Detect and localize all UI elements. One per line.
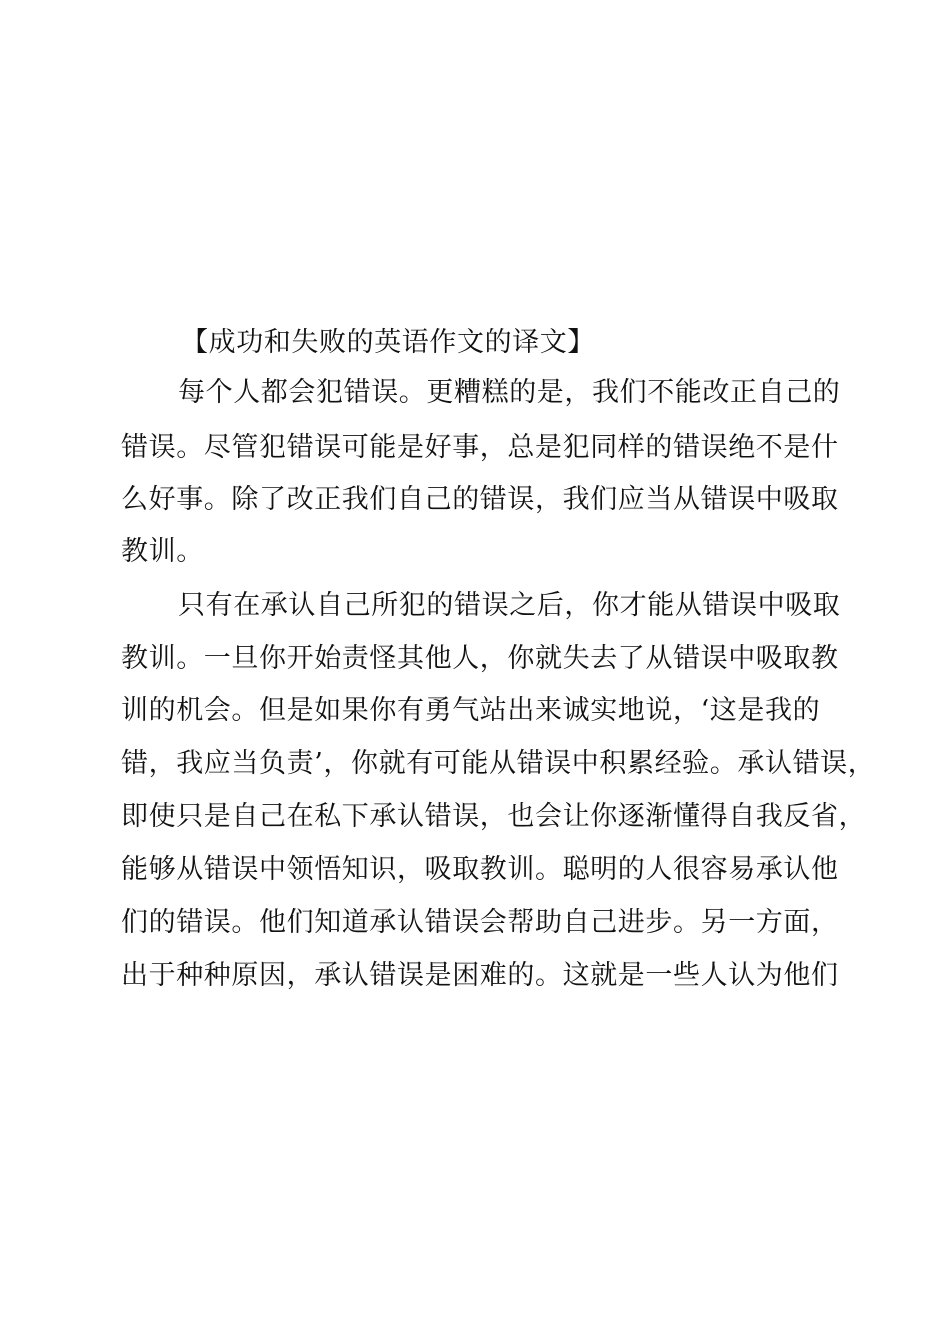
paragraph-2-line-1: 只有在承认自己所犯的错误之后，你才能从错误中吸取	[178, 590, 841, 621]
paragraph-2-line-3: 训的机会。但是如果你有勇气站出来诚实地说，‘这是我的	[121, 695, 821, 726]
document-title: 【成功和失败的英语作文的译文】	[181, 327, 595, 358]
paragraph-1-line-2: 错误。尽管犯错误可能是好事，总是犯同样的错误绝不是什	[121, 432, 839, 463]
paragraph-2-line-8: 出于种种原因，承认错误是困难的。这就是一些人认为他们	[121, 960, 839, 991]
paragraph-2-line-4: 错，我应当负责’，你就有可能从错误中积累经验。承认错误，	[121, 748, 876, 779]
paragraph-2-line-2: 教训。一旦你开始责怪其他人，你就失去了从错误中吸取教	[121, 643, 839, 674]
paragraph-2-line-5: 即使只是自己在私下承认错误，也会让你逐渐懂得自我反省，	[121, 801, 867, 832]
paragraph-2-line-6: 能够从错误中领悟知识，吸取教训。聪明的人很容易承认他	[121, 854, 839, 885]
paragraph-1-line-1: 每个人都会犯错误。更糟糕的是，我们不能改正自己的	[178, 377, 841, 408]
paragraph-1-line-4: 教训。	[121, 536, 204, 567]
paragraph-1-line-3: 么好事。除了改正我们自己的错误，我们应当从错误中吸取	[121, 484, 839, 515]
paragraph-2-line-7: 们的错误。他们知道承认错误会帮助自己进步。另一方面，	[121, 907, 839, 938]
